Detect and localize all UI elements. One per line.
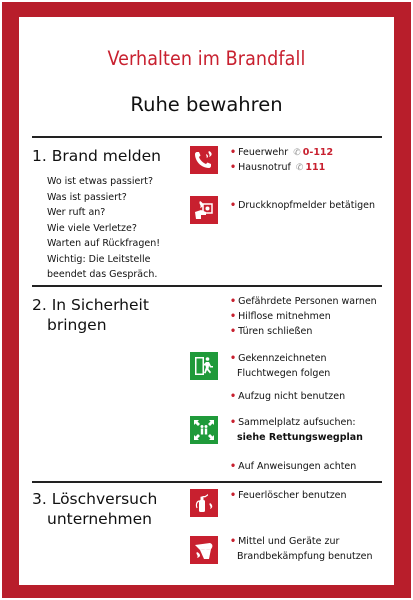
warn-line: • Gefährdete Personen warnen [230, 296, 377, 307]
hilflose-line: • Hilflose mitnehmen [230, 311, 331, 322]
section-2-heading-line1: 2. In Sicherheit [32, 296, 149, 314]
question-item: Warten auf Rückfragen! [47, 238, 161, 249]
question-item: Wer ruft an? [47, 207, 106, 218]
sign-panel [19, 17, 394, 585]
warn-text: Gefährdete Personen warnen [238, 296, 377, 307]
phone-icon: ✆ [293, 148, 301, 158]
firefighting-equipment-icon [190, 536, 218, 564]
hausnotruf-line: • Hausnotruf ✆ 111 [230, 162, 326, 173]
feuerwehr-label: Feuerwehr [238, 147, 289, 158]
question-item: beendet das Gespräch. [47, 269, 158, 280]
phone-icon: ✆ [295, 163, 304, 173]
mittel-text-line2: Brandbekämpfung benutzen [237, 551, 373, 562]
section-2-heading-line2: bringen [47, 316, 107, 334]
section-divider-2 [32, 285, 382, 287]
feuerwehr-line: • Feuerwehr ✆ 0-112 [230, 147, 334, 158]
anweisungen-line: • Auf Anweisungen achten [230, 461, 357, 472]
druckknopf-line: • Druckknopfmelder betätigen [230, 200, 375, 211]
tueren-line: • Türen schließen [230, 326, 313, 337]
aufzug-line: • Aufzug nicht benutzen [230, 391, 346, 402]
sign-title: Verhalten im Brandfall [107, 47, 306, 70]
sign-frame [2, 2, 411, 598]
question-item: Was ist passiert? [47, 191, 127, 203]
assembly-point-icon [190, 416, 218, 444]
hilflose-text: Hilflose mitnehmen [238, 311, 331, 322]
question-item: Wichtig: Die Leitstelle [47, 253, 151, 265]
section-divider-3 [32, 481, 382, 483]
flucht-text-line1: Gekennzeichneten [238, 353, 327, 364]
tueren-text: Türen schließen [238, 326, 313, 337]
sammel-text-line2: siehe Rettungswegplan [237, 432, 363, 443]
fire-extinguisher-icon [190, 489, 218, 517]
sammel-line: • Sammelplatz aufsuchen: siehe Rettungswegplan [230, 417, 363, 443]
hausnotruf-number: 111 [305, 162, 326, 173]
emergency-exit-icon [190, 352, 218, 380]
question-item: Wie viele Verletze? [47, 222, 137, 234]
mittel-text-line1: Mittel und Geräte zur [238, 536, 340, 547]
mittel-line: • Mittel und Geräte zur Brandbekämpfung benutzen [230, 536, 373, 562]
sign-subtitle: Ruhe bewahren [130, 93, 283, 116]
question-item: Wo ist etwas passiert? [47, 176, 154, 187]
feuerloescher-line: • Feuerlöscher benutzen [230, 490, 347, 501]
aufzug-text: Aufzug nicht benutzen [238, 391, 346, 402]
fire-alarm-button-icon [190, 196, 218, 224]
section-1-heading: 1. Brand melden [32, 147, 161, 165]
feuerwehr-number: 0-112 [302, 147, 334, 158]
druckknopf-text: Druckknopfmelder betätigen [238, 200, 375, 211]
fire-phone-icon [190, 146, 218, 174]
section-1-questions [47, 174, 160, 283]
section-3-heading [32, 489, 157, 529]
flucht-text-line2: Fluchtwegen folgen [237, 368, 331, 379]
flucht-line: • Gekennzeichneten Fluchtwegen folgen [230, 353, 331, 379]
section-divider-1 [32, 136, 382, 138]
hausnotruf-label: Hausnotruf [238, 162, 291, 173]
section-3-heading-line2: unternehmen [47, 510, 153, 528]
sammel-text-line1: Sammelplatz aufsuchen: [238, 417, 356, 428]
feuerloescher-text: Feuerlöscher benutzen [238, 490, 347, 501]
section-2-heading [32, 295, 149, 335]
anweisungen-text: Auf Anweisungen achten [238, 461, 357, 472]
section-3-heading-line1: 3. Löschversuch [32, 490, 158, 508]
